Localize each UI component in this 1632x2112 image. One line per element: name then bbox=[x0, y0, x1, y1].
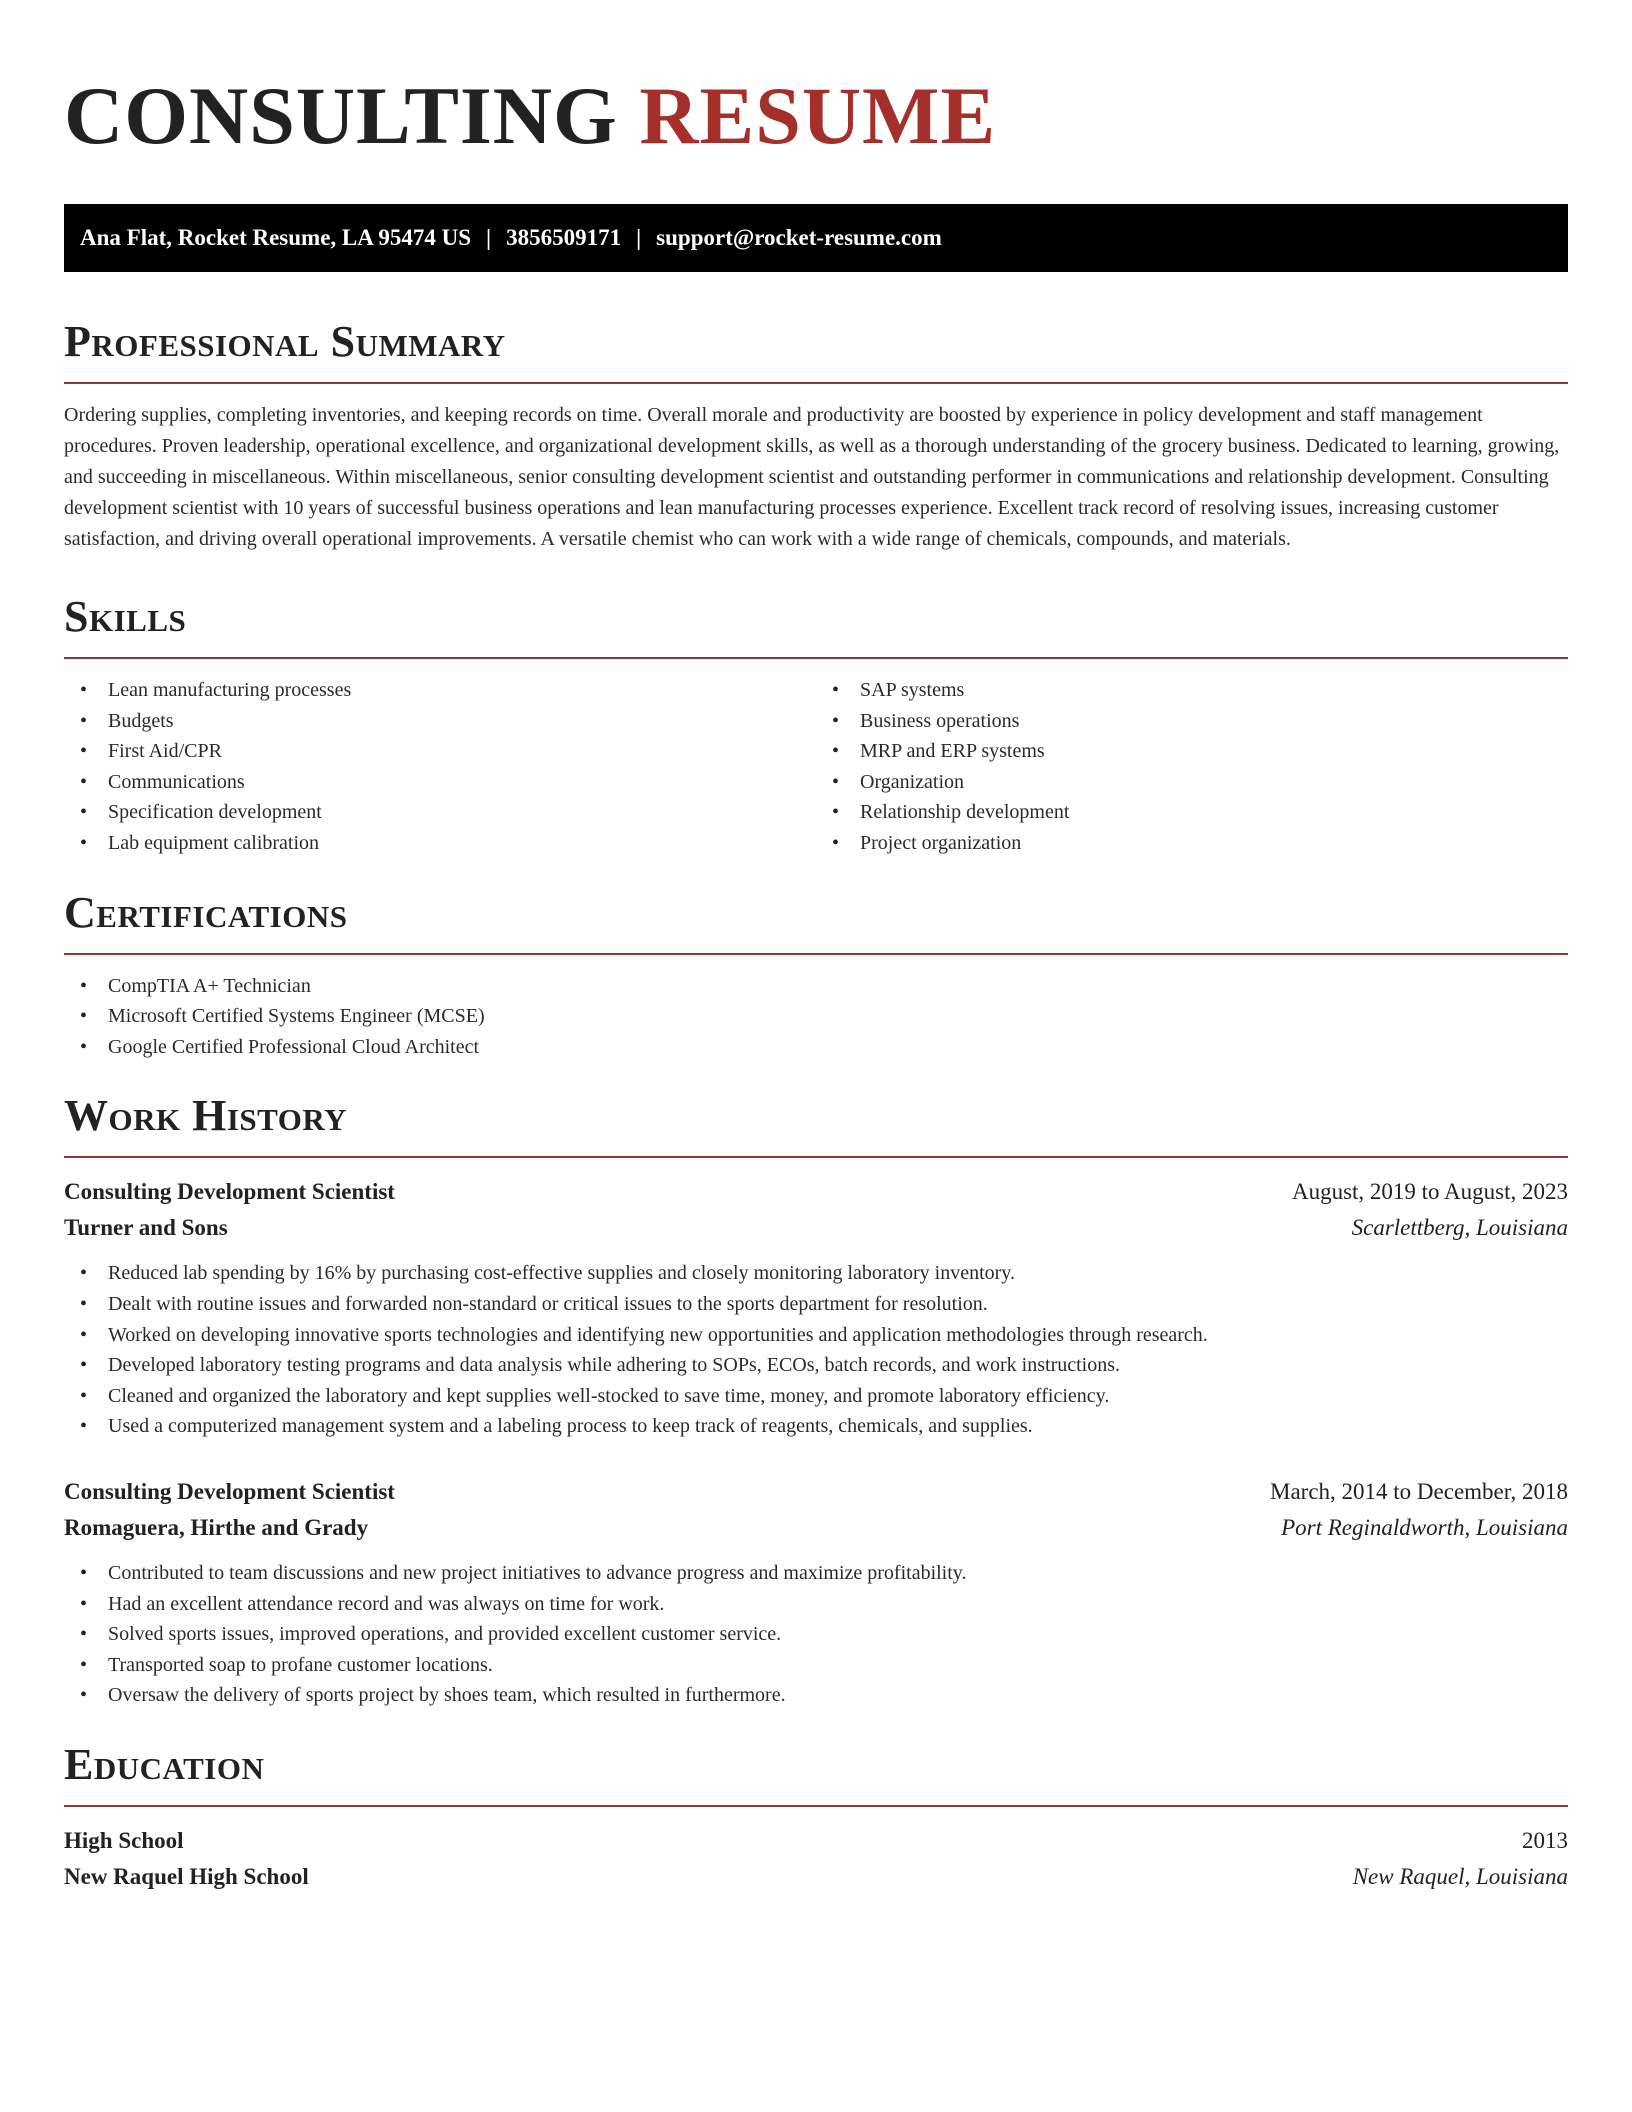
contact-address: Ana Flat, Rocket Resume, LA 95474 US bbox=[80, 225, 471, 250]
job-duty-item: • Contributed to team discussions and new project initiatives to advance progress and maximize profitability. bbox=[80, 1558, 1568, 1589]
job-duty-item: • Solved sports issues, improved operations, and provided excellent customer service. bbox=[80, 1619, 1568, 1650]
job-duty-item: • Used a computerized management system and a labeling process to keep track of reagents, chemicals, and supplies. bbox=[80, 1411, 1568, 1442]
job-duty-item: • Reduced lab spending by 16% by purchasing cost-effective supplies and closely monitoring laboratory inventory. bbox=[80, 1258, 1568, 1289]
education-year: 2013 bbox=[1522, 1827, 1568, 1853]
certification-item: • Microsoft Certified Systems Engineer (MCSE) bbox=[80, 1001, 1568, 1032]
skill-item: • Communications bbox=[80, 767, 816, 798]
education-school: New Raquel High School bbox=[64, 1863, 309, 1889]
job-header-row bbox=[64, 1474, 1568, 1510]
skill-item: • Relationship development bbox=[832, 797, 1568, 828]
certifications-list bbox=[64, 971, 1568, 1063]
skill-item: • Business operations bbox=[832, 706, 1568, 737]
education-school-row bbox=[64, 1859, 1568, 1895]
resume-title bbox=[64, 70, 997, 161]
job-header-row bbox=[64, 1174, 1568, 1210]
job-title: Consulting Development Scientist bbox=[64, 1478, 395, 1504]
contact-separator: | bbox=[486, 225, 492, 250]
job-duty-item: • Had an excellent attendance record and was always on time for work. bbox=[80, 1589, 1568, 1620]
job-dates: August, 2019 to August, 2023 bbox=[1291, 1179, 1568, 1205]
skills-columns bbox=[64, 675, 1568, 859]
section-divider bbox=[64, 1156, 1568, 1158]
skill-item: • Budgets bbox=[80, 706, 816, 737]
summary-section bbox=[64, 317, 1568, 555]
resume-title-part2: RESUME bbox=[639, 70, 997, 161]
skills-heading: Skills bbox=[64, 592, 187, 641]
job-entry bbox=[64, 1474, 1568, 1711]
job-duty-item: • Transported soap to profane customer locations. bbox=[80, 1650, 1568, 1681]
skill-item: • Project organization bbox=[832, 828, 1568, 859]
work-history-section bbox=[64, 1091, 1568, 1711]
skill-item: • Specification development bbox=[80, 797, 816, 828]
job-title: Consulting Development Scientist bbox=[64, 1179, 395, 1205]
certifications-section bbox=[64, 887, 1568, 1063]
resume-title-row bbox=[64, 60, 1568, 172]
job-duty-item: • Developed laboratory testing programs and data analysis while adhering to SOPs, ECOs, batch records, and work instructions. bbox=[80, 1350, 1568, 1381]
section-divider bbox=[64, 1805, 1568, 1807]
skills-section bbox=[64, 592, 1568, 859]
certifications-heading: Certifications bbox=[64, 887, 348, 937]
summary-heading: Professional Summary bbox=[64, 317, 506, 366]
skills-list-left bbox=[64, 675, 816, 859]
education-header-row bbox=[64, 1823, 1568, 1859]
work-history-heading: Work History bbox=[64, 1091, 348, 1141]
job-duty-item: • Dealt with routine issues and forwarded non-standard or critical issues to the sports department for resolution. bbox=[80, 1289, 1568, 1320]
skill-item: • MRP and ERP systems bbox=[832, 736, 1568, 767]
section-divider bbox=[64, 953, 1568, 955]
skill-item: • Organization bbox=[832, 767, 1568, 798]
certification-item: • Google Certified Professional Cloud Architect bbox=[80, 1032, 1568, 1063]
education-degree: High School bbox=[64, 1827, 184, 1853]
job-duty-item: • Oversaw the delivery of sports project by shoes team, which resulted in furthermore. bbox=[80, 1680, 1568, 1711]
certification-item: • CompTIA A+ Technician bbox=[80, 971, 1568, 1002]
resume-title-part1: CONSULTING bbox=[64, 70, 618, 161]
job-entry bbox=[64, 1174, 1568, 1442]
skill-item: • Lean manufacturing processes bbox=[80, 675, 816, 706]
job-location: Port Reginaldworth, Louisiana bbox=[1281, 1514, 1568, 1540]
education-location: New Raquel, Louisiana bbox=[1352, 1863, 1568, 1889]
job-company: Turner and Sons bbox=[64, 1215, 228, 1241]
job-duty-item: • Cleaned and organized the laboratory and kept supplies well-stocked to save time, money, and promote laboratory efficiency. bbox=[80, 1381, 1568, 1412]
contact-phone: 3856509171 bbox=[506, 225, 622, 250]
contact-bar bbox=[64, 204, 1568, 272]
education-heading: Education bbox=[64, 1739, 265, 1789]
section-divider bbox=[64, 382, 1568, 384]
summary-text: Ordering supplies, completing inventories, and keeping records on time. Overall morale and productivity are boosted by experience in policy development and staff management procedures. Proven leadership, operational excellence, and organizational development skills, as well as a thorough understanding of the grocery business. Dedicated to learning, growing, and succeeding in miscellaneous. Within miscellaneous, senior consulting development scientist and outstanding performer in communications and relationship development. Consulting development scientist with 10 years of successful business operations and lean manufacturing processes experience. Excellent track record of resolving issues, increasing customer satisfaction, and driving overall operational improvements. A versatile chemist who can work with a wide range of chemicals, compounds, and materials. bbox=[64, 404, 1560, 550]
contact-email: support@rocket-resume.com bbox=[656, 225, 942, 250]
skill-item: • SAP systems bbox=[832, 675, 1568, 706]
job-dates: March, 2014 to December, 2018 bbox=[1270, 1478, 1568, 1504]
education-section bbox=[64, 1739, 1568, 1895]
contact-separator: | bbox=[636, 225, 642, 250]
job-location: Scarlettberg, Louisiana bbox=[1351, 1215, 1568, 1241]
job-company-row bbox=[64, 1510, 1568, 1546]
skill-item: • First Aid/CPR bbox=[80, 736, 816, 767]
job-duties-list bbox=[64, 1258, 1568, 1442]
skills-list-right bbox=[816, 675, 1568, 859]
job-company-row bbox=[64, 1210, 1568, 1246]
job-duty-item: • Worked on developing innovative sports technologies and identifying new opportunities and application methodologies through research. bbox=[80, 1320, 1568, 1351]
job-duties-list bbox=[64, 1558, 1568, 1711]
skill-item: • Lab equipment calibration bbox=[80, 828, 816, 859]
job-company: Romaguera, Hirthe and Grady bbox=[64, 1514, 369, 1540]
section-divider bbox=[64, 657, 1568, 659]
